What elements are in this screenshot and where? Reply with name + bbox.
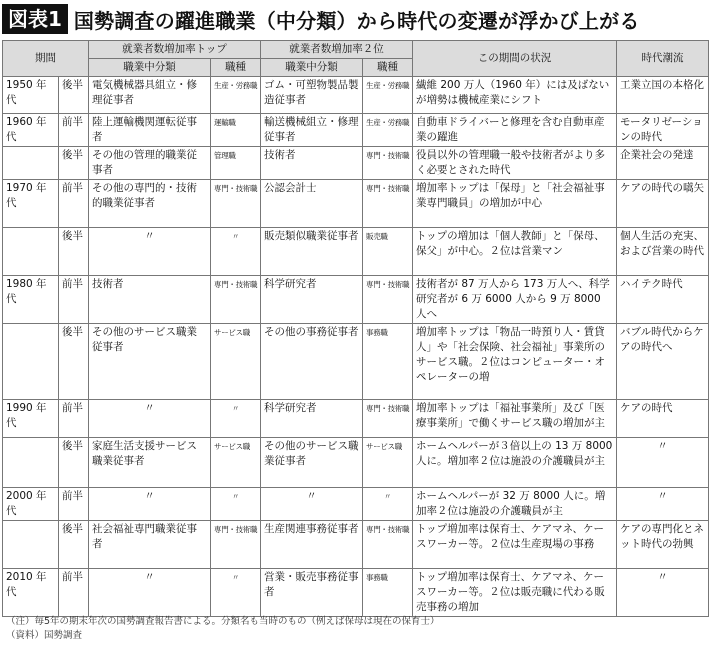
cell-top-category: 専門・技術職 — [211, 276, 261, 324]
cell-top-category: 〃 — [211, 228, 261, 276]
cell-situation: ホームヘルパーが３倍以上の 13 万 8000 人に。増加率２位は施設の介護職員が主 — [413, 438, 617, 488]
header-second-occupation: 職業中分類 — [261, 59, 363, 77]
cell-trend: バブル時代からケアの時代へ — [617, 324, 709, 400]
cell-top-occupation: 技術者 — [89, 276, 211, 324]
cell-second-occupation: 技術者 — [261, 147, 363, 180]
cell-second-occupation: 公認会計士 — [261, 180, 363, 228]
header-second-category: 職種 — [363, 59, 413, 77]
cell-decade: 1980 年代 — [3, 276, 59, 324]
cell-trend: 〃 — [617, 438, 709, 488]
header-situation: この期間の状況 — [413, 41, 617, 77]
figure-badge: 図表1 — [2, 4, 68, 34]
cell-second-occupation: 販売類似職業従事者 — [261, 228, 363, 276]
cell-top-occupation: 〃 — [89, 569, 211, 617]
cell-second-category: 〃 — [363, 488, 413, 521]
cell-second-category: 事務職 — [363, 569, 413, 617]
table-row — [3, 521, 709, 569]
cell-top-occupation: 陸上運輸機関運転従事者 — [89, 114, 211, 147]
cell-second-category: 専門・技術職 — [363, 147, 413, 180]
cell-situation: 増加率トップは「物品一時預り人・賃貸人」や「社会保険、社会福祉」事業所のサービス職。２位はコンピューター・オペレーターの増 — [413, 324, 617, 400]
header-top-occupation: 職業中分類 — [89, 59, 211, 77]
cell-trend: 個人生活の充実、および営業の時代 — [617, 228, 709, 276]
cell-top-occupation: 電気機械器具組立・修理従事者 — [89, 77, 211, 114]
cell-top-occupation: 社会福祉専門職業従事者 — [89, 521, 211, 569]
cell-situation: 自動車ドライバーと修理を含む自動車産業の躍進 — [413, 114, 617, 147]
cell-second-occupation: 輸送機械組立・修理従事者 — [261, 114, 363, 147]
cell-half: 前半 — [59, 180, 89, 228]
header-trend: 時代潮流 — [617, 41, 709, 77]
cell-top-occupation: 〃 — [89, 488, 211, 521]
header-top: 就業者数増加率トップ — [89, 41, 261, 59]
cell-half: 前半 — [59, 488, 89, 521]
cell-top-occupation: その他の管理的職業従事者 — [89, 147, 211, 180]
cell-half: 後半 — [59, 521, 89, 569]
cell-trend: 工業立国の本格化 — [617, 77, 709, 114]
cell-trend: ケアの時代 — [617, 400, 709, 438]
figure-title: 国勢調査の躍進職業（中分類）から時代の変遷が浮かび上がる — [73, 8, 640, 33]
table-row — [3, 324, 709, 400]
cell-top-category: 〃 — [211, 569, 261, 617]
cell-decade: 1990 年代 — [3, 400, 59, 438]
cell-decade: 2010 年代 — [3, 569, 59, 617]
table-row — [3, 276, 709, 324]
table-row — [3, 77, 709, 114]
cell-trend: 〃 — [617, 569, 709, 617]
occupation-table — [2, 40, 709, 617]
cell-decade — [3, 438, 59, 488]
cell-second-category: 販売職 — [363, 228, 413, 276]
cell-second-occupation: 科学研究者 — [261, 276, 363, 324]
cell-second-category: 専門・技術職 — [363, 180, 413, 228]
cell-top-category: 生産・労務職 — [211, 77, 261, 114]
cell-trend: 企業社会の発達 — [617, 147, 709, 180]
cell-top-category: 〃 — [211, 400, 261, 438]
cell-trend: ケアの専門化とネット時代の勃興 — [617, 521, 709, 569]
cell-half: 後半 — [59, 438, 89, 488]
cell-situation: 繊維 200 万人（1960 年）には及ばないが増勢は機械産業にシフト — [413, 77, 617, 114]
cell-half: 後半 — [59, 77, 89, 114]
footnote: （注）毎5年の期末年次の国勢調査報告書による。分類名も当時のもの（例えば保母は現在の保育士） — [6, 616, 440, 627]
table-row — [3, 114, 709, 147]
cell-decade — [3, 324, 59, 400]
cell-top-occupation: 家庭生活支援サービス職業従事者 — [89, 438, 211, 488]
cell-second-occupation: 営業・販売事務従事者 — [261, 569, 363, 617]
cell-decade: 1960 年代 — [3, 114, 59, 147]
cell-second-occupation: 科学研究者 — [261, 400, 363, 438]
cell-second-category: 生産・労務職 — [363, 77, 413, 114]
cell-top-category: サービス職 — [211, 324, 261, 400]
header-row — [3, 41, 709, 59]
table-row — [3, 180, 709, 228]
cell-top-category: 運輸職 — [211, 114, 261, 147]
table-row — [3, 228, 709, 276]
cell-second-occupation: その他の事務従事者 — [261, 324, 363, 400]
cell-half: 前半 — [59, 400, 89, 438]
cell-top-occupation: 〃 — [89, 400, 211, 438]
table-row — [3, 569, 709, 617]
cell-top-category: 専門・技術職 — [211, 521, 261, 569]
cell-second-category: 生産・労務職 — [363, 114, 413, 147]
header-second: 就業者数増加率２位 — [261, 41, 413, 59]
cell-second-occupation: その他のサービス職業従事者 — [261, 438, 363, 488]
cell-half: 前半 — [59, 569, 89, 617]
cell-top-category: 管理職 — [211, 147, 261, 180]
cell-top-category: 〃 — [211, 488, 261, 521]
cell-second-category: 専門・技術職 — [363, 276, 413, 324]
cell-situation: 増加率トップは「保母」と「社会福祉事業専門職員」の増加が中心 — [413, 180, 617, 228]
table-row — [3, 400, 709, 438]
cell-second-category: 専門・技術職 — [363, 400, 413, 438]
cell-trend: 〃 — [617, 488, 709, 521]
cell-top-occupation: その他のサービス職業従事者 — [89, 324, 211, 400]
table-body — [3, 77, 709, 617]
cell-half: 前半 — [59, 276, 89, 324]
cell-second-occupation: 生産関連事務従事者 — [261, 521, 363, 569]
table-row — [3, 147, 709, 180]
cell-half: 前半 — [59, 114, 89, 147]
cell-second-category: 事務職 — [363, 324, 413, 400]
cell-trend: モータリゼーションの時代 — [617, 114, 709, 147]
header-top-category: 職種 — [211, 59, 261, 77]
cell-second-occupation: ゴム・可塑物製品製造従事者 — [261, 77, 363, 114]
cell-half: 後半 — [59, 228, 89, 276]
table-row — [3, 488, 709, 521]
cell-situation: 役員以外の管理職一般や技術者がより多く必要とされた時代 — [413, 147, 617, 180]
cell-decade: 2000 年代 — [3, 488, 59, 521]
header-period: 期間 — [3, 41, 89, 77]
cell-trend: ケアの時代の嚆矢 — [617, 180, 709, 228]
cell-situation: トップの増加は「個人教師」と「保母、保父」が中心。２位は営業マン — [413, 228, 617, 276]
cell-second-category: 専門・技術職 — [363, 521, 413, 569]
cell-second-occupation: 〃 — [261, 488, 363, 521]
cell-second-category: サービス職 — [363, 438, 413, 488]
cell-decade — [3, 147, 59, 180]
cell-top-category: 専門・技術職 — [211, 180, 261, 228]
title-bar — [2, 4, 640, 34]
cell-half: 後半 — [59, 324, 89, 400]
cell-decade: 1950 年代 — [3, 77, 59, 114]
cell-top-occupation: その他の専門的・技術的職業従事者 — [89, 180, 211, 228]
cell-half: 後半 — [59, 147, 89, 180]
cell-top-occupation: 〃 — [89, 228, 211, 276]
source-note: （資料）国勢調査 — [6, 630, 83, 641]
cell-situation: ホームヘルパーが 32 万 8000 人に。増加率２位は施設の介護職員が主 — [413, 488, 617, 521]
cell-decade — [3, 228, 59, 276]
cell-decade: 1970 年代 — [3, 180, 59, 228]
cell-situation: トップ増加率は保育士、ケアマネ、ケースワーカー等。２位は販売職に代わる販売事務の増加 — [413, 569, 617, 617]
cell-situation: 増加率トップは「福祉事業所」及び「医療事業所」で働くサービス職の増加が主 — [413, 400, 617, 438]
cell-situation: トップ増加率は保育士、ケアマネ、ケースワーカー等。２位は生産現場の事務 — [413, 521, 617, 569]
cell-decade — [3, 521, 59, 569]
notes — [6, 615, 440, 643]
cell-top-category: サービス職 — [211, 438, 261, 488]
cell-situation: 技術者が 87 万人から 173 万人へ、科学研究者が 6 万 6000 人から 9 万 8000 人へ — [413, 276, 617, 324]
table-row — [3, 438, 709, 488]
cell-trend: ハイテク時代 — [617, 276, 709, 324]
